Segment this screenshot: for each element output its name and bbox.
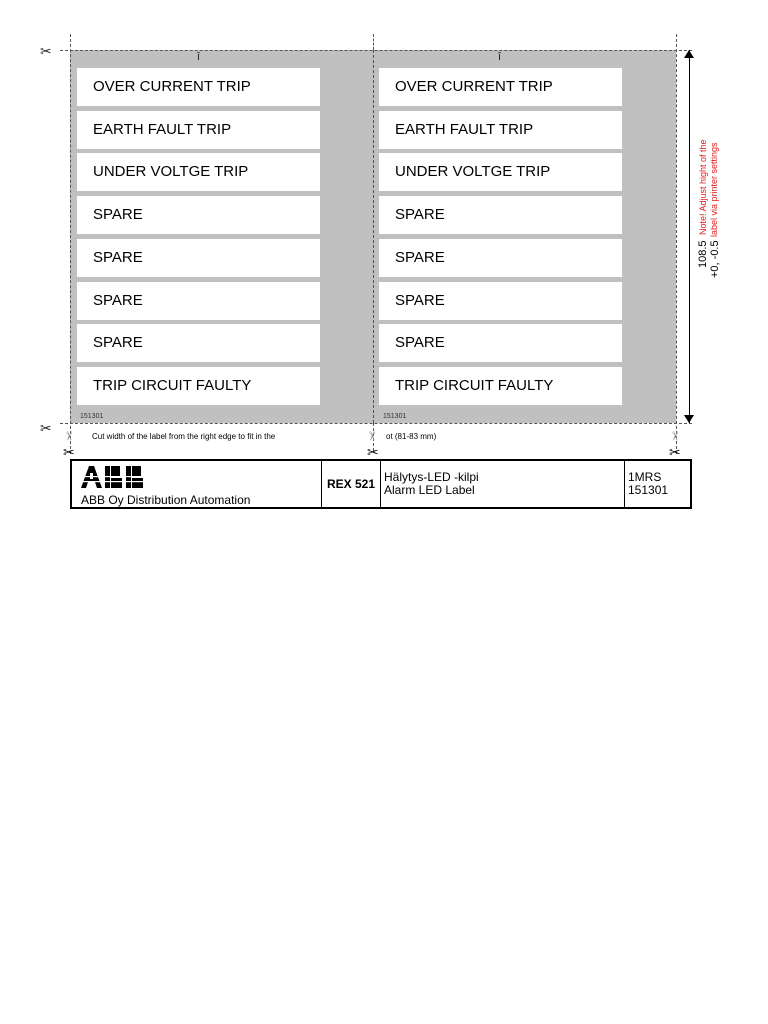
scissors-icon: ✂ [40, 43, 52, 59]
right-cut-line [676, 34, 677, 454]
doc-number-prefix: 1MRS [628, 470, 662, 484]
led-label-right-6: SPARE [379, 282, 622, 320]
led-label-left-2: EARTH FAULT TRIP [77, 111, 320, 149]
led-label-right-2: EARTH FAULT TRIP [379, 111, 622, 149]
cut-instruction: Cut width of the label from the right edge to fit in the [92, 432, 276, 441]
scissors-icon: ✂ [669, 444, 681, 460]
left-cut-line [70, 34, 71, 454]
column-marker-right: î [498, 51, 502, 63]
led-label-left-6: SPARE [77, 282, 320, 320]
led-label-right-3: UNDER VOLTGE TRIP [379, 153, 622, 191]
dimension-arrow-up-icon [684, 50, 694, 58]
led-label-right-5: SPARE [379, 239, 622, 277]
scissors-icon: ✂ [40, 420, 52, 436]
led-label-left-1: OVER CURRENT TRIP [77, 68, 320, 106]
document-number-cell [625, 461, 692, 507]
height-dimension-line [689, 50, 690, 423]
dimension-tolerance: +0, -0.5 [709, 240, 721, 278]
printer-note-line2: label via printer settings [709, 142, 719, 237]
abb-logo [81, 466, 149, 488]
bottom-cut-line [60, 423, 692, 424]
column-marker-left: î [197, 51, 201, 63]
led-label-left-4: SPARE [77, 196, 320, 234]
title-block [70, 459, 692, 509]
company-name: ABB Oy Distribution Automation [81, 493, 251, 507]
vertical-scissors-icon: ✂ [62, 430, 77, 442]
scissors-icon: ✂ [367, 444, 379, 460]
led-label-right-8: TRIP CIRCUIT FAULTY [379, 367, 622, 405]
top-cut-line [60, 50, 692, 51]
led-label-left-3: UNDER VOLTGE TRIP [77, 153, 320, 191]
vertical-scissors-icon: ✂ [365, 430, 380, 442]
column-divider [373, 50, 374, 423]
led-label-left-7: SPARE [77, 324, 320, 362]
center-cut-line-top [373, 34, 374, 50]
product-code: REX 521 [322, 461, 381, 507]
led-label-right-4: SPARE [379, 196, 622, 234]
scissors-icon: ✂ [63, 444, 75, 460]
led-label-left-8: TRIP CIRCUIT FAULTY [77, 367, 320, 405]
dimension-value: 108.5 [697, 240, 709, 268]
document-number [628, 471, 668, 497]
doc-number-value: 151301 [628, 483, 669, 497]
ref-number-right: 151301 [383, 413, 407, 420]
dimension-arrow-down-icon [684, 415, 694, 423]
document-title-cell [381, 461, 625, 507]
company-cell [72, 461, 322, 507]
led-label-left-5: SPARE [77, 239, 320, 277]
led-label-right-1: OVER CURRENT TRIP [379, 68, 622, 106]
led-label-right-7: SPARE [379, 324, 622, 362]
document-title [384, 471, 479, 497]
printer-note-line1: Note! Adjust hight of the [698, 139, 708, 235]
title-finnish: Hälytys-LED -kilpi [384, 470, 479, 484]
title-english: Alarm LED Label [384, 483, 475, 497]
ref-number-left: 151301 [80, 413, 104, 420]
cut-instruction-tail: ot (81-83 mm) [386, 432, 437, 441]
vertical-scissors-icon: ✂ [668, 430, 683, 442]
